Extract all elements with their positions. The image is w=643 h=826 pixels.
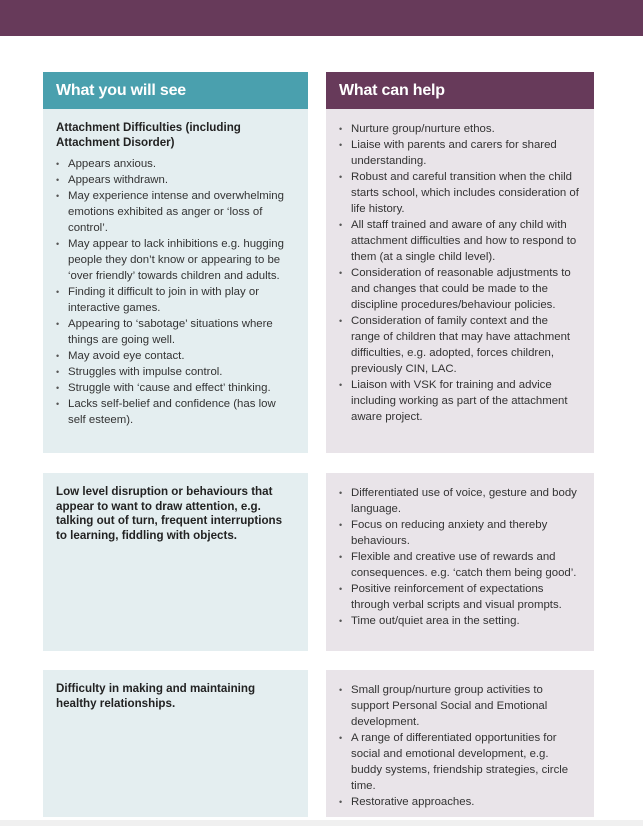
row-2-help-cell (326, 473, 594, 651)
list-item: • Liaise with parents and carers for shared understanding. (339, 137, 580, 169)
list-item: • Restorative approaches. (339, 794, 580, 810)
list-item: • Consideration of family context and the range of children that may have attachment difficulties, e.g. adopted, forces children, previously CIN, LAC. (339, 313, 580, 377)
list-item: • A range of differentiated opportunities for social and emotional development, e.g. buddy systems, friendship strategies, circle time. (339, 730, 580, 794)
list-item: • Struggles with impulse control. (56, 364, 294, 380)
list-item: • Consideration of reasonable adjustments to and changes that could be made to the discipline procedures/behaviour policies. (339, 265, 580, 313)
list-item: • All staff trained and aware of any child with attachment difficulties and how to respond to them (at a single child level). (339, 217, 580, 265)
row-2-title: Low level disruption or behaviours that appear to want to draw attention, e.g. talking out of turn, frequent interruptions to learning, fiddling with objects. (56, 485, 283, 542)
list-item: • Appears anxious. (56, 156, 294, 172)
list-item: • Small group/nurture group activities to support Personal Social and Emotional development. (339, 682, 580, 730)
list-item: • Liaison with VSK for training and advice including working as part of the attachment aware project. (339, 377, 580, 425)
row-3-title: Difficulty in making and maintaining healthy relationships. (56, 682, 256, 710)
header-what-can-help: What can help (326, 72, 594, 109)
row-1-title: Attachment Difficulties (including Attachment Disorder) (56, 121, 241, 149)
list-item: • Struggle with ‘cause and effect’ thinking. (56, 380, 294, 396)
list-item: • Time out/quiet area in the setting. (339, 613, 580, 629)
list-item: • Robust and careful transition when the child starts school, which includes consideration of life history. (339, 169, 580, 217)
list-item: • Lacks self-belief and confidence (has low self esteem). (56, 396, 294, 428)
row-1-signs-list (56, 156, 294, 428)
list-item: • Nurture group/nurture ethos. (339, 121, 580, 137)
list-item: • May avoid eye contact. (56, 348, 294, 364)
row-1-help-list (339, 121, 580, 425)
header-what-you-will-see: What you will see (43, 72, 308, 109)
list-item: • May appear to lack inhibitions e.g. hugging people they don’t know or appearing to be ‘over friendly’ towards children and adults. (56, 236, 294, 284)
row-3-help-cell (326, 670, 594, 817)
list-item: • Flexible and creative use of rewards and consequences. e.g. ‘catch them being good’. (339, 549, 580, 581)
row-2-signs-cell (43, 473, 308, 651)
list-item: • Focus on reducing anxiety and thereby behaviours. (339, 517, 580, 549)
row-2-help-list (339, 485, 580, 629)
list-item: • Positive reinforcement of expectations through verbal scripts and visual prompts. (339, 581, 580, 613)
list-item: • Differentiated use of voice, gesture and body language. (339, 485, 580, 517)
list-item: • Appears withdrawn. (56, 172, 294, 188)
row-3-signs-cell (43, 670, 308, 817)
list-item: • May experience intense and overwhelming emotions exhibited as anger or ‘loss of control’. (56, 188, 294, 236)
list-item: • Appearing to ‘sabotage’ situations where things are going well. (56, 316, 294, 348)
list-item: • Finding it difficult to join in with play or interactive games. (56, 284, 294, 316)
row-1-help-cell (326, 109, 594, 453)
row-1-signs-cell (43, 109, 308, 453)
top-banner (0, 0, 643, 36)
page-bottom-edge (0, 820, 643, 826)
row-3-help-list (339, 682, 580, 810)
